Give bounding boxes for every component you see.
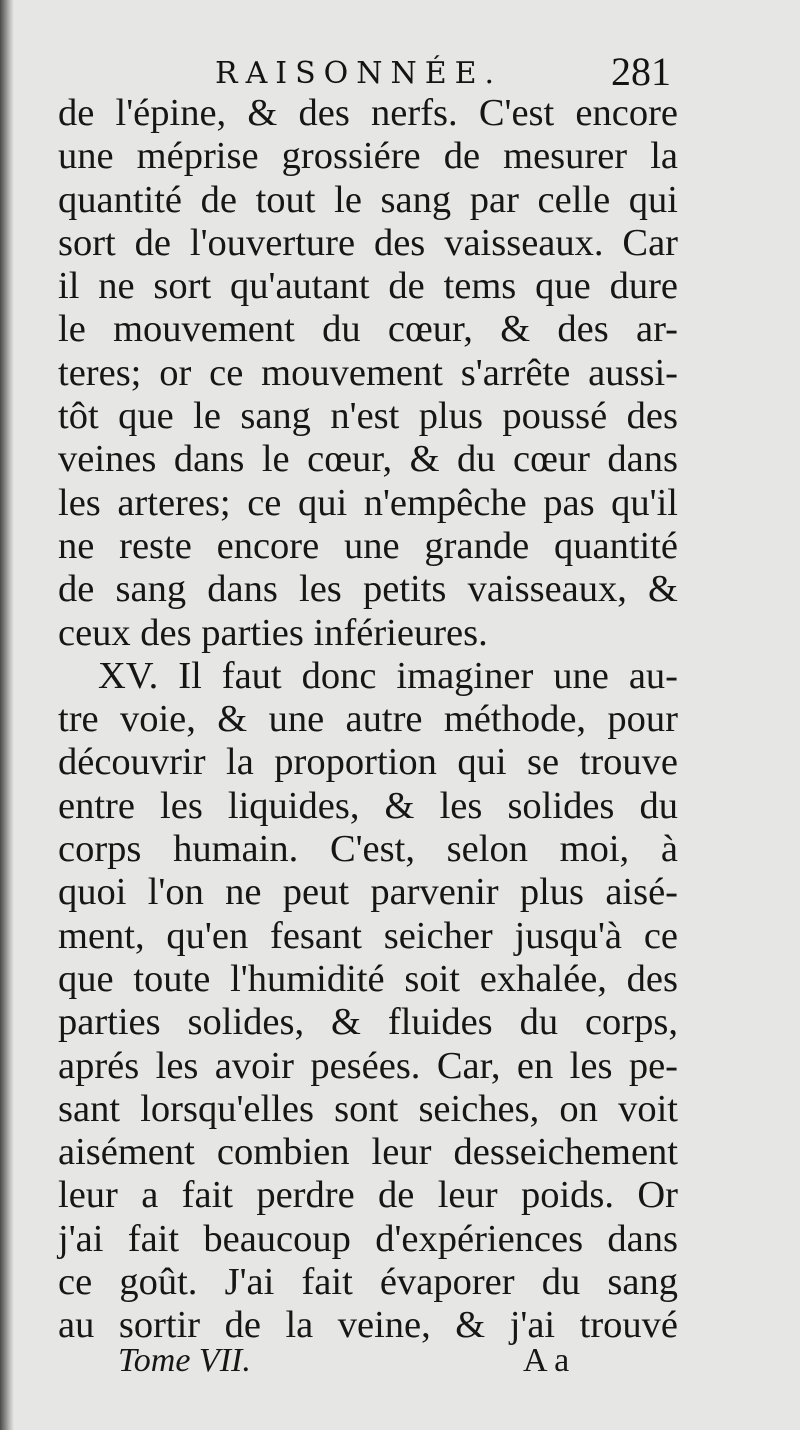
body-text [58, 92, 678, 1348]
text-line: veines dans le cœur, & du cœur dans [58, 438, 678, 481]
text-line: de l'épine, & des nerfs. C'est encore [58, 92, 678, 134]
page-number: 281 [611, 49, 671, 94]
text-line: sort de l'ouverture des vaisseaux. Car [58, 221, 678, 264]
text-line-section-start: XV. Il faut donc imaginer une au- [98, 654, 678, 697]
volume-label: Tome VII. [118, 1342, 251, 1379]
text-line: teres; or ce mouvement s'arrête aussi- [58, 351, 678, 394]
text-line: parties solides, & fluides du corps, [58, 1001, 678, 1044]
signature-mark: A a [523, 1342, 570, 1379]
text-line: leur a fait perdre de leur poids. Or [58, 1174, 678, 1217]
text-line: ne reste encore une grande quantité [58, 524, 678, 567]
running-head: RAISONNÉE. [215, 56, 503, 91]
text-line: les arteres; ce qui n'empêche pas qu'il [58, 481, 678, 524]
page-footer [118, 1342, 618, 1392]
page-edge-shadow [0, 0, 14, 1430]
text-line: de sang dans les petits vaisseaux, & [58, 568, 678, 611]
text-line: sant lorsqu'elles sont seiches, on voit [58, 1087, 678, 1130]
text-line: aprés les avoir pesées. Car, en les pe- [58, 1044, 678, 1087]
text-line: une méprise grossiére de mesurer la [58, 135, 678, 178]
text-line: découvrir la proportion qui se trouve [58, 741, 678, 784]
text-line: ment, qu'en fesant seicher jusqu'à ce [58, 914, 678, 957]
text-line: tôt que le sang n'est plus poussé des [58, 395, 678, 438]
text-line: corps humain. C'est, selon moi, à [58, 828, 678, 871]
text-line: j'ai fait beaucoup d'expériences dans [58, 1217, 678, 1260]
page-header [60, 44, 675, 94]
text-line: ce goût. J'ai fait évaporer du sang [58, 1261, 678, 1304]
text-line: le mouvement du cœur, & des ar- [58, 308, 678, 351]
text-line: que toute l'humidité soit exhalée, des [58, 957, 678, 1000]
text-line: tre voie, & une autre méthode, pour [58, 698, 678, 741]
text-line: il ne sort qu'autant de tems que dure [58, 265, 678, 308]
text-line: entre les liquides, & les solides du [58, 784, 678, 827]
text-line: au sortir de la veine, & j'ai trouvé [58, 1304, 678, 1347]
text-line: quoi l'on ne peut parvenir plus aisé- [58, 871, 678, 914]
text-line: quantité de tout le sang par celle qui [58, 178, 678, 221]
text-line: ceux des parties inférieures. [58, 611, 488, 654]
text-line: aisément combien leur desseichement [58, 1131, 678, 1174]
